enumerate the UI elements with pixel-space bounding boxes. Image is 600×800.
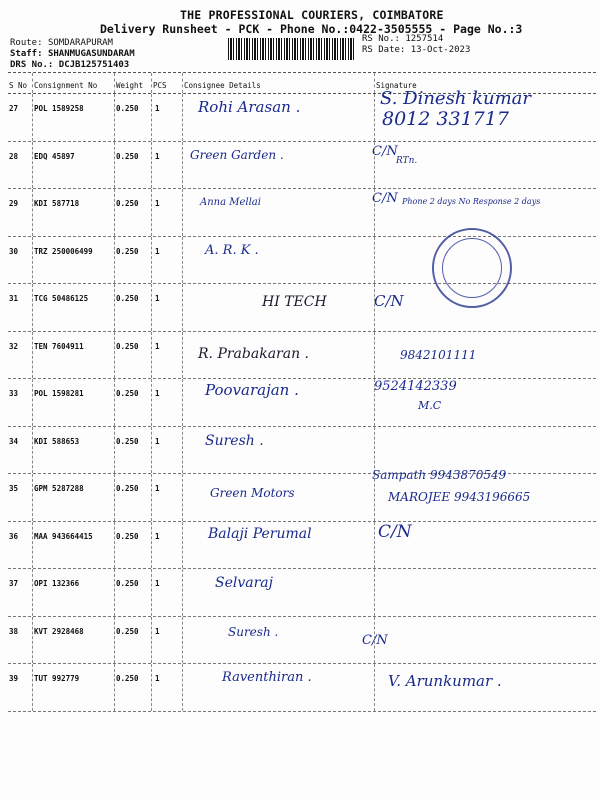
col-divider [32,284,33,331]
col-divider [151,142,152,189]
row-sno: 33 [9,389,19,398]
col-consignment: Consignment No [34,81,98,90]
row-consignee-handwriting: HI TECH [262,294,327,310]
row-signature-handwriting: C/N [362,632,388,648]
col-divider [114,189,115,236]
col-divider [182,73,183,93]
col-divider [374,94,375,141]
row-note-handwriting: Phone 2 days No Response 2 days [402,197,541,206]
row-pcs: 1 [155,484,160,493]
col-divider [32,94,33,141]
row-sno: 28 [9,151,19,161]
table-row [8,189,596,237]
route-value: SOMDARAPURAM [47,38,113,48]
col-weight: Weight [116,81,144,90]
row-pcs: 1 [155,246,160,256]
staff-value: SHANMUGASUNDARAM [47,49,135,59]
col-divider [182,379,183,426]
col-divider [32,427,33,474]
row-pcs: 1 [155,341,160,351]
table-row [8,427,596,475]
table-row [8,142,596,190]
col-divider [374,237,375,284]
row-pcs: 1 [155,389,160,398]
row-pcs: 1 [155,436,160,446]
col-divider [32,189,33,236]
row-sno: 29 [9,199,19,208]
col-divider [151,474,152,521]
row-pcs: 1 [155,674,160,683]
col-divider [114,379,115,426]
col-divider [374,189,375,236]
table-row [8,468,596,522]
col-divider [182,237,183,284]
row-sno: 32 [9,341,19,351]
col-divider [32,522,33,569]
row-weight: 0.250 [116,626,139,636]
table-row [8,617,596,665]
col-divider [374,474,375,521]
row-consignment: KVT 2928468 [34,626,84,636]
row-note-handwriting: 8012 331717 [382,108,509,130]
row-pcs: 1 [155,199,160,208]
row-sno: 38 [9,626,19,636]
row-signature-handwriting: S. Dinesh kumar [380,88,532,109]
row-consignee-handwriting: Selvaraj [215,575,273,591]
table-body [8,88,596,712]
row-consignment: EDQ 45897 [34,151,75,161]
col-divider [114,142,115,189]
row-pcs: 1 [155,104,160,113]
row-consignment: POL 1589258 [34,104,84,113]
col-divider [151,94,152,141]
barcode [228,38,354,60]
row-sno: 36 [9,531,19,541]
row-consignment: MAA 943664415 [34,531,93,541]
col-divider [374,617,375,664]
staff-label: Staff: [10,49,43,59]
col-divider [151,379,152,426]
runsheet-table [8,72,596,712]
col-divider [182,569,183,616]
col-divider [32,237,33,284]
row-sno: 34 [9,436,19,446]
page-subtitle: Delivery Runsheet - PCK - Phone No.:0422-3505555 - Page No.:3 [100,22,523,36]
col-divider [182,332,183,379]
col-divider [182,142,183,189]
row-consignee-handwriting: R. Prabakaran . [198,345,309,362]
col-divider [182,522,183,569]
col-divider [374,569,375,616]
row-weight: 0.250 [116,341,139,351]
rs-number: RS No.: 1257514 [362,34,444,44]
col-divider [114,332,115,379]
row-consignment: TRZ 250006499 [34,246,93,256]
drs-value: DCJB125751403 [58,60,130,70]
col-divider [374,427,375,474]
route-label: Route: [10,38,43,48]
col-divider [374,664,375,711]
col-divider [151,237,152,284]
row-pcs: 1 [155,579,160,588]
row-signature-handwriting: C/N [372,143,398,159]
row-sno: 30 [9,246,19,256]
col-divider [114,522,115,569]
row-weight: 0.250 [116,199,139,208]
col-divider [151,284,152,331]
row-consignee-handwriting: Poovarajan . [205,381,299,399]
col-divider [114,474,115,521]
col-divider [32,73,33,93]
row-pcs: 1 [155,626,160,636]
col-divider [374,522,375,569]
row-weight: 0.250 [116,246,139,256]
col-divider [182,427,183,474]
col-divider [32,332,33,379]
row-consignment: TUT 992779 [34,674,80,683]
col-pcs: PCS [153,81,167,90]
col-divider [114,664,115,711]
col-divider [182,617,183,664]
table-row [8,664,596,712]
row-consignment: GPM 5287288 [34,484,84,493]
col-divider [151,427,152,474]
runsheet-meta [10,38,135,71]
rs-meta [362,34,470,56]
col-divider [182,284,183,331]
col-divider [374,379,375,426]
rs-date: RS Date: 13-Oct-2023 [362,45,471,55]
row-note-handwriting: MAROJEE 9943196665 [388,490,531,504]
row-signature-handwriting: C/N [378,521,412,542]
row-consignee-handwriting: A. R. K . [205,242,259,258]
staff-line [10,49,135,60]
table-row [8,569,596,617]
col-divider [151,73,152,93]
col-divider [374,332,375,379]
row-note-handwriting: RTn. [396,155,418,166]
row-sno: 27 [9,104,19,113]
col-divider [151,522,152,569]
col-divider [182,664,183,711]
row-signature-handwriting: V. Arunkumar . [388,672,502,690]
table-row [8,332,596,380]
row-weight: 0.250 [116,531,139,541]
col-divider [374,142,375,189]
col-signature: Signature [376,81,417,90]
col-divider [374,73,375,93]
row-weight: 0.250 [116,674,139,683]
table-row [8,522,596,570]
row-signature-handwriting: C/N [372,191,398,206]
page-title: THE PROFESSIONAL COURIERS, COIMBATORE [180,8,444,22]
courier-stamp [432,228,512,308]
col-divider [32,142,33,189]
col-divider [114,284,115,331]
row-consignee-handwriting: Balaji Perumal [208,525,312,542]
drs-line [10,60,135,71]
row-weight: 0.250 [116,104,139,113]
row-consignment: OPI 132366 [34,579,80,588]
drs-label: DRS No.: [10,60,54,70]
row-note-handwriting: 9842101111 [400,347,477,362]
table-row [8,88,596,142]
row-consignee-handwriting: Green Garden . [190,147,284,162]
col-divider [32,569,33,616]
row-consignment: KDI 587718 [34,199,80,208]
row-consignee-handwriting: Rohi Arasan . [198,98,301,116]
col-divider [151,664,152,711]
col-divider [151,569,152,616]
row-consignment: POL 1598281 [34,389,84,398]
row-weight: 0.250 [116,151,139,161]
row-consignee-handwriting: Suresh . [205,432,264,449]
row-consignee-handwriting: Anna Mellai [200,197,261,208]
row-pcs: 1 [155,294,160,303]
row-signature-handwriting: C/N [374,292,404,310]
col-divider [182,189,183,236]
row-weight: 0.250 [116,436,139,446]
row-note-handwriting: M.C [418,399,442,412]
col-sno: S No [9,81,28,90]
col-divider [32,379,33,426]
col-divider [182,94,183,141]
row-signature-handwriting: 9524142339 [374,379,457,394]
col-consignee: Consignee Details [184,81,261,90]
row-weight: 0.250 [116,389,139,398]
col-divider [114,617,115,664]
row-weight: 0.250 [116,579,139,588]
row-sno: 35 [9,484,19,493]
row-consignment: KDI 588653 [34,436,80,446]
col-divider [114,73,115,93]
row-pcs: 1 [155,531,160,541]
row-weight: 0.250 [116,294,139,303]
row-consignee-handwriting: Green Motors [210,486,295,500]
col-divider [32,617,33,664]
row-consignment: TCG 50486125 [34,294,89,303]
row-signature-handwriting: Sampath 9943870549 [372,468,507,482]
col-divider [114,569,115,616]
route-line [10,38,135,49]
col-divider [374,284,375,331]
row-weight: 0.250 [116,484,139,493]
col-divider [151,617,152,664]
row-sno: 31 [9,294,19,303]
table-row [8,284,596,332]
col-divider [32,474,33,521]
col-divider [114,237,115,284]
row-consignment: TEN 7604911 [34,341,84,351]
row-consignee-handwriting: Raventhiran . [222,670,312,685]
row-sno: 37 [9,579,19,588]
table-row [8,379,596,427]
row-sno: 39 [9,674,19,683]
col-divider [32,664,33,711]
col-divider [182,474,183,521]
col-divider [114,94,115,141]
col-divider [114,427,115,474]
col-divider [151,332,152,379]
col-divider [151,189,152,236]
row-consignee-handwriting: Suresh . [228,624,279,639]
row-pcs: 1 [155,151,160,161]
